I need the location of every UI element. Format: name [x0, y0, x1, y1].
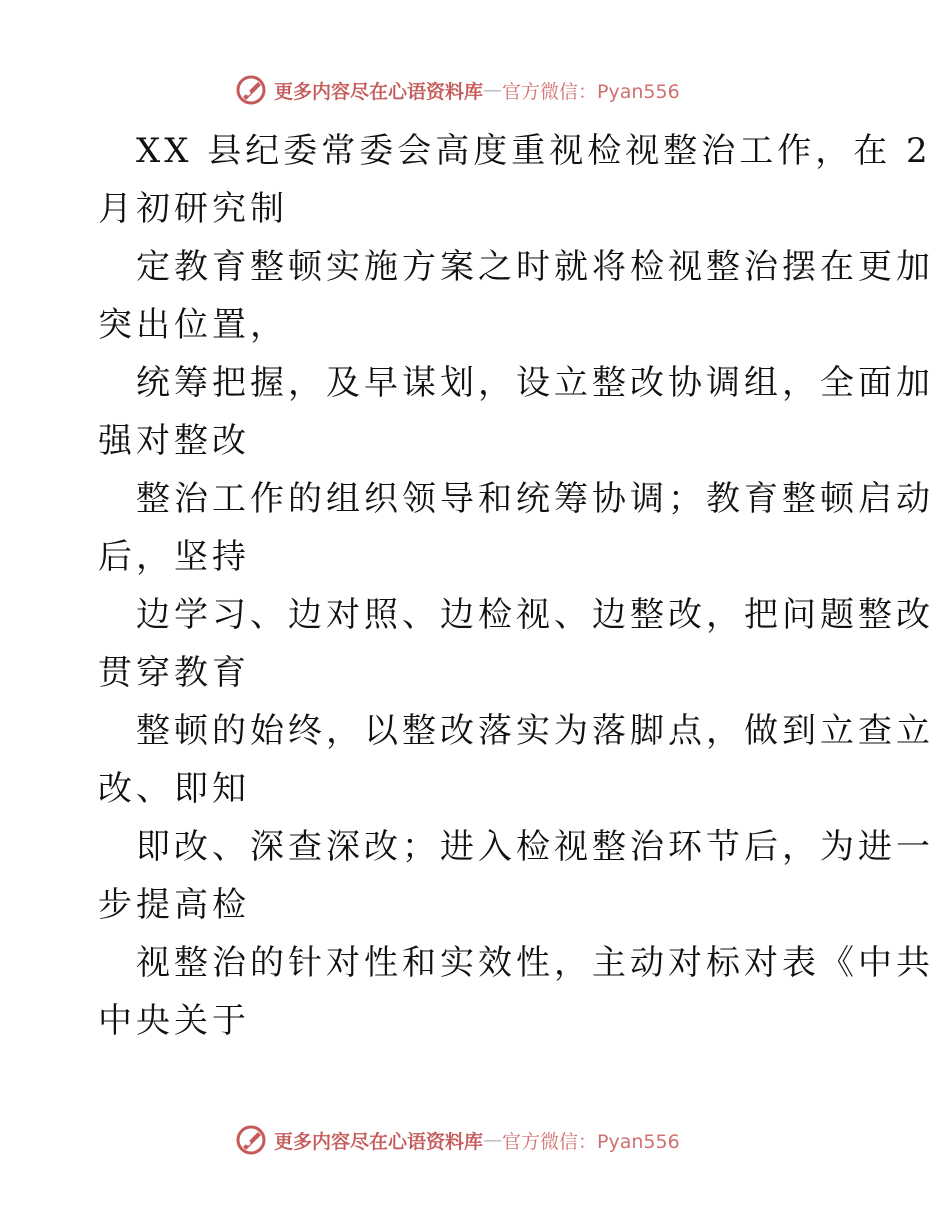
body-line: 强对整改 [98, 421, 250, 461]
body-line: 月初研究制 [98, 189, 288, 229]
document-body [98, 122, 934, 1050]
body-line: 边学习、边对照、边检视、边整改，把问题整改 [136, 595, 934, 635]
watermark-site-text: 更多内容尽在心语资料库 [274, 80, 484, 103]
pen-logo-icon [234, 73, 268, 107]
body-line: XX 县纪委常委会高度重视检视整治工作，在 2 [136, 131, 932, 171]
body-line: 中央关于 [98, 1001, 250, 1041]
body-line: 视整治的针对性和实效性，主动对标对表《中共 [136, 943, 934, 983]
body-line: 统筹把握，及早谋划，设立整改协调组，全面加 [136, 363, 934, 403]
body-line: 整顿的始终，以整改落实为落脚点，做到立查立 [136, 711, 934, 751]
watermark-separator: — [483, 79, 503, 101]
pen-logo-icon [234, 1123, 268, 1157]
footer-watermark [234, 1120, 680, 1160]
watermark-wechat-text: 官方微信：Pyan556 [502, 80, 680, 103]
body-line: 贯穿教育 [98, 653, 250, 693]
body-line: 突出位置， [98, 305, 288, 345]
body-line: 改、即知 [98, 769, 250, 809]
body-line: 即改、深查深改；进入检视整治环节后，为进一 [136, 827, 934, 867]
header-watermark [234, 70, 680, 110]
body-line: 整治工作的组织领导和统筹协调；教育整顿启动 [136, 479, 934, 519]
body-line: 定教育整顿实施方案之时就将检视整治摆在更加 [136, 247, 934, 287]
watermark-site-text: 更多内容尽在心语资料库 [274, 1130, 484, 1153]
watermark-wechat-text: 官方微信：Pyan556 [502, 1130, 680, 1153]
body-line: 后，坚持 [98, 537, 250, 577]
watermark-separator: — [483, 1129, 503, 1151]
body-line: 步提高检 [98, 885, 250, 925]
